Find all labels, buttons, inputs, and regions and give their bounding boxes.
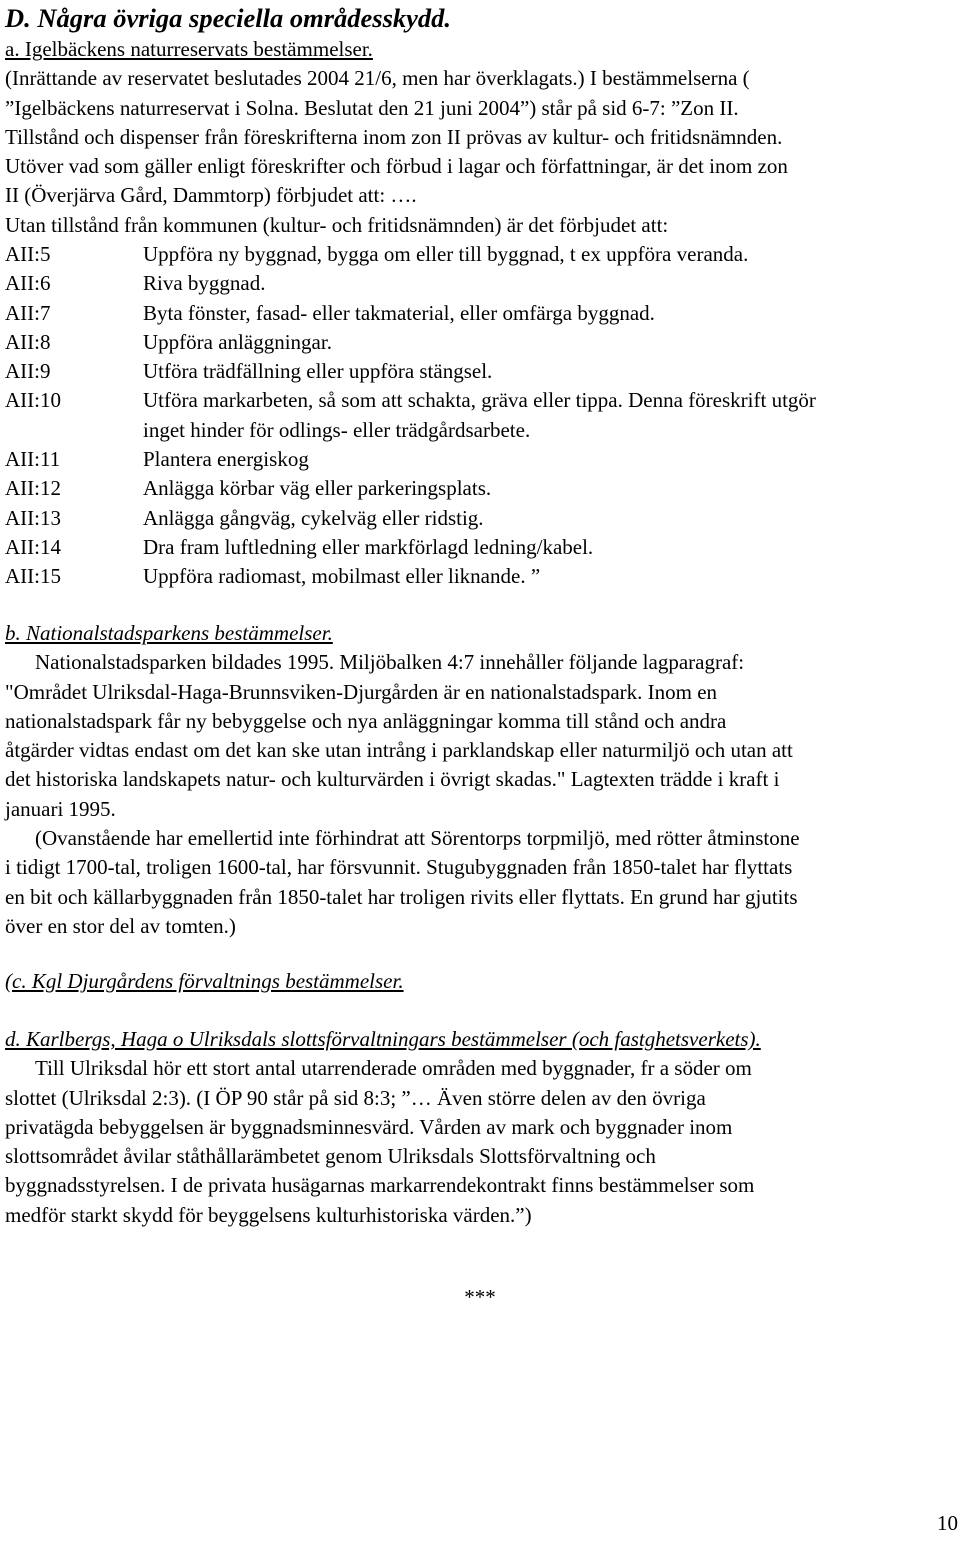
section-b [5, 619, 800, 941]
rule-row [5, 299, 816, 328]
paragraph-line: (Inrättande av reservatet beslutades 2004 21/6, men har överklagats.) I bestämmelserna ( [5, 66, 750, 91]
rule-row [5, 269, 816, 298]
paragraph-line: slottet (Ulriksdal 2:3). (I ÖP 90 står på sid 8:3; ”… Även större delen av den övriga [5, 1085, 706, 1110]
rule-text: Plantera energiskog [143, 447, 309, 472]
rules-list [5, 240, 816, 592]
page-heading: D. Några övriga speciella områdesskydd. [5, 3, 452, 33]
paragraph-line: privatägda bebyggelsen är byggnadsminnesvärd. Vården av mark och byggnader inom [5, 1114, 733, 1139]
section-a-title: a. Igelbäckens naturreservats bestämmelser. [5, 37, 373, 61]
section-separator: *** [464, 1285, 496, 1309]
paragraph-line: åtgärder vidtas endast om det kan ske utan intrång i parklandskap eller naturmiljö och utan att [5, 738, 793, 763]
paragraph-line: i tidigt 1700-tal, troligen 1600-tal, har försvunnit. Stugubyggnaden från 1850-talet har flyttats [5, 855, 793, 880]
section-c-title: (c. Kgl Djurgårdens förvaltnings bestämmelser. [5, 969, 404, 993]
rule-text: Anlägga gångväg, cykelväg eller ridstig. [143, 505, 484, 530]
rule-code: AII:14 [5, 534, 61, 559]
paragraph-line: Nationalstadsparken bildades 1995. Miljöbalken 4:7 innehåller följande lagparagraf: [35, 650, 745, 675]
section-d [5, 1025, 761, 1230]
paragraph-line: (Ovanstående har emellertid inte förhindrat att Sörentorps torpmiljö, med rötter åtminstone [35, 826, 800, 851]
section-b-title: b. Nationalstadsparkens bestämmelser. [5, 621, 333, 645]
rule-code: AII:8 [5, 329, 51, 354]
paragraph-line: "Området Ulriksdal-Haga-Brunnsviken-Djurgården är en nationalstadspark. Inom en [5, 679, 718, 704]
paragraph-line: det historiska landskapets natur- och kulturvärden i övrigt skadas." Lagtexten trädde i kraft i [5, 767, 780, 792]
section-c [5, 967, 404, 996]
rule-code: AII:5 [5, 242, 51, 266]
paragraph-line: II (Överjärva Gård, Dammtorp) förbjudet att: …. [5, 183, 417, 208]
rule-text: Dra fram luftledning eller markförlagd ledning/kabel. [143, 534, 594, 559]
paragraph-line: nationalstadspark får ny bebyggelse och nya anläggningar komma till stånd och andra [5, 708, 727, 733]
rule-text: Anlägga körbar väg eller parkeringsplats. [143, 476, 492, 501]
rule-code: AII:6 [5, 271, 51, 296]
section-a [5, 35, 788, 240]
paragraph-line: en bit och källarbyggnaden från 1850-talet har troligen rivits eller flyttats. En grund har gjutits [5, 884, 798, 909]
paragraph-line: januari 1995. [5, 796, 116, 821]
paragraph-line: ”Igelbäckens naturreservat i Solna. Beslutat den 21 juni 2004”) står på sid 6-7: ”Zon II. [5, 95, 739, 120]
rule-code: AII:15 [5, 564, 61, 589]
rule-row [5, 533, 816, 562]
rule-row [5, 504, 816, 533]
rule-row-continuation [5, 416, 816, 445]
rule-text: Utföra markarbeten, så som att schakta, gräva eller tippa. Denna föreskrift utgör [143, 388, 816, 413]
rule-row [5, 357, 816, 386]
paragraph-line: medför starkt skydd för beyggelsens kulturhistoriska värden.”) [5, 1202, 532, 1227]
rule-text: Byta fönster, fasad- eller takmaterial, eller omfärga byggnad. [143, 300, 655, 325]
rule-text: Utföra trädfällning eller uppföra stängsel. [143, 359, 493, 384]
rule-row [5, 474, 816, 503]
rule-row [5, 445, 816, 474]
section-d-title: d. Karlbergs, Haga o Ulriksdals slottsförvaltningars bestämmelser (och fastghetsverkets). [5, 1027, 761, 1051]
paragraph-line: byggnadsstyrelsen. I de privata husägarnas markarrendekontrakt finns bestämmelser som [5, 1173, 755, 1198]
rule-code: AII:7 [5, 300, 51, 325]
rule-code: AII:13 [5, 505, 61, 530]
rule-text-continuation: inget hinder för odlings- eller trädgårdsarbete. [143, 417, 531, 442]
rule-code: AII:12 [5, 476, 61, 501]
rule-row [5, 240, 816, 269]
rule-text: Riva byggnad. [143, 271, 266, 296]
paragraph-line: Tillstånd och dispenser från föreskrifterna inom zon II prövas av kultur- och fritidsnämnden. [5, 124, 783, 149]
rule-row [5, 386, 816, 415]
rule-code: AII:10 [5, 388, 61, 413]
rule-code: AII:9 [5, 359, 51, 384]
paragraph-line: slottsområdet åvilar ståthållarämbetet genom Ulriksdals Slottsförvaltning och [5, 1144, 656, 1169]
rule-row [5, 562, 816, 591]
paragraph-line: Utöver vad som gäller enligt föreskrifter och förbud i lagar och författningar, är det inom zon [5, 154, 788, 179]
paragraph-line: Utan tillstånd från kommunen (kultur- och fritidsnämnden) är det förbjudet att: [5, 212, 669, 237]
paragraph-line: över en stor del av tomten.) [5, 913, 236, 938]
rule-text: Uppföra anläggningar. [143, 329, 332, 354]
paragraph-line: Till Ulriksdal hör ett stort antal utarrenderade områden med byggnader, fr a söder om [35, 1056, 752, 1081]
rule-text: Uppföra ny byggnad, bygga om eller till byggnad, t ex uppföra veranda. [143, 242, 749, 266]
rule-code: AII:11 [5, 447, 61, 472]
rule-row [5, 328, 816, 357]
rule-text: Uppföra radiomast, mobilmast eller liknande. ” [143, 564, 541, 589]
page-number: 10 [937, 1511, 958, 1535]
